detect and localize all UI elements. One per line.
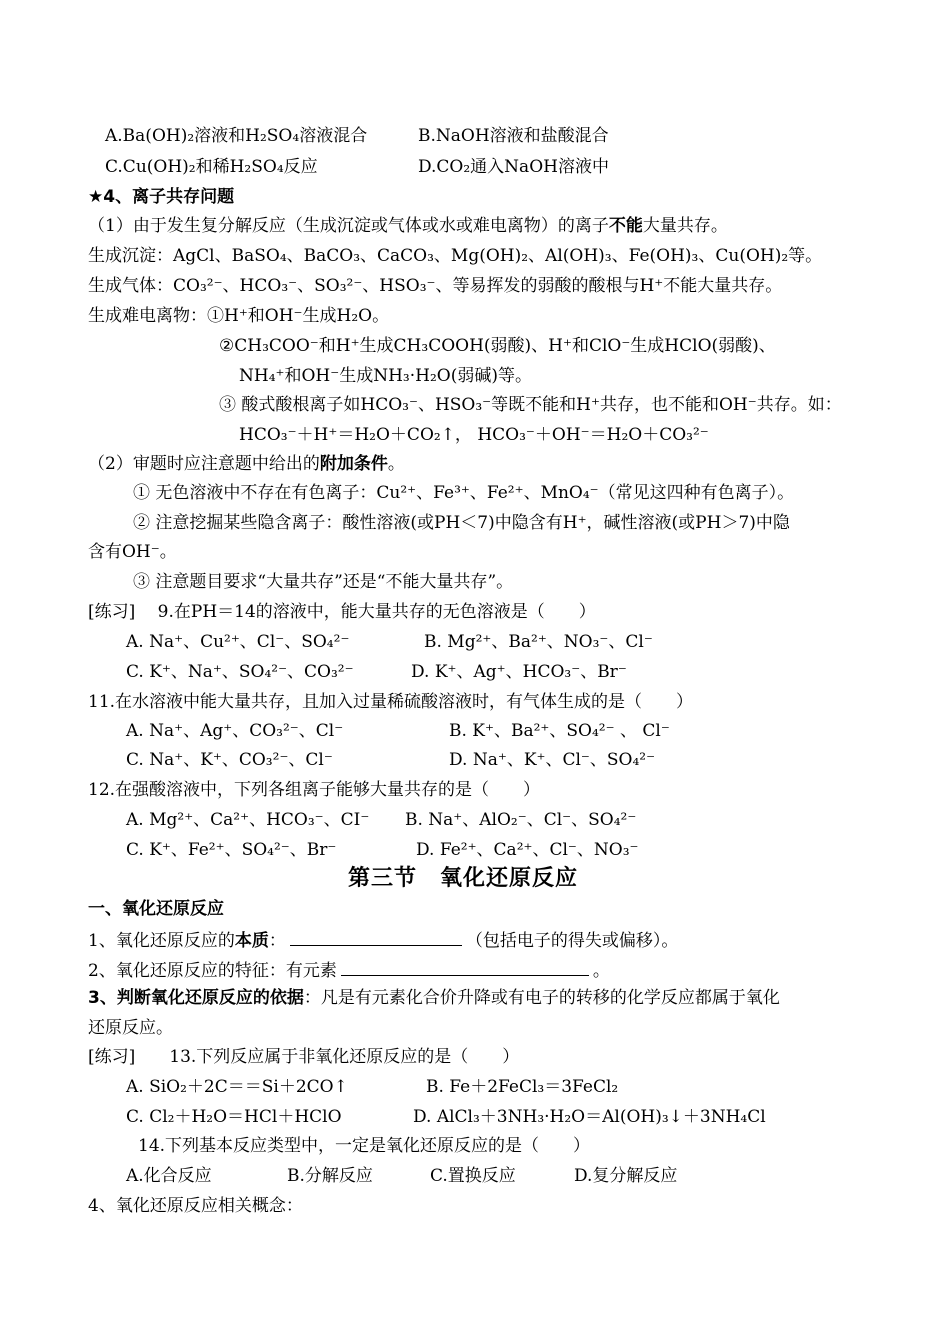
text-line: ② 注意挖掘某些隐含离子：酸性溶液(或PH＜7)中隐含有H⁺，碱性溶液(或PH＞7)中隐 xyxy=(133,513,790,533)
emphasis-text: 不能 xyxy=(608,216,643,236)
text-line: ① 无色溶液中不存在有色离子：Cu²⁺、Fe³⁺、Fe²⁺、MnO₄⁻（常见这四种有色离子）。 xyxy=(133,483,795,503)
option-b: B.分解反应 xyxy=(287,1166,373,1186)
text-segment: （1）由于发生复分解反应（生成沉淀或气体或水或难电离物）的离子 xyxy=(88,216,609,236)
option-b: B. Fe＋2FeCl₃＝3FeCl₂ xyxy=(426,1077,619,1097)
option-c: C. Cl₂＋H₂O＝HCl＋HClO xyxy=(126,1107,342,1127)
exercise-question: 12.在强酸溶液中，下列各组离子能够大量共存的是（ ） xyxy=(88,780,541,800)
emphasis-text: 本质 xyxy=(234,931,269,951)
option-a: A. Na⁺、Cu²⁺、Cl⁻、SO₄²⁻ xyxy=(126,632,350,652)
option-c: C.置换反应 xyxy=(430,1166,516,1186)
answer-blank xyxy=(290,927,462,946)
equation-line: HCO₃⁻＋H⁺＝H₂O＋CO₂↑， HCO₃⁻＋OH⁻＝H₂O＋CO₃²⁻ xyxy=(239,425,709,445)
option-c: C. K⁺、Na⁺、SO₄²⁻、CO₃²⁻ xyxy=(126,662,354,682)
exercise-question: [练习] 13.下列反应属于非氧化还原反应的是（ ） xyxy=(88,1047,520,1067)
text-line: ③ 酸式酸根离子如HCO₃⁻、HSO₃⁻等既不能和H⁺共存，也不能和OH⁻共存。如： xyxy=(219,395,842,415)
option-d: D. Na⁺、K⁺、Cl⁻、SO₄²⁻ xyxy=(449,750,656,770)
option-b: B. K⁺、Ba²⁺、SO₄²⁻ 、 Cl⁻ xyxy=(449,721,670,741)
text-line: 生成难电离物：①H⁺和OH⁻生成H₂O。 xyxy=(88,306,390,326)
emphasis-text: 附加条件 xyxy=(319,454,388,474)
option-a: A. Na⁺、Ag⁺、CO₃²⁻、Cl⁻ xyxy=(126,721,344,741)
option-d: D. AlCl₃＋3NH₃·H₂O＝Al(OH)₃↓＋3NH₄Cl xyxy=(413,1107,766,1127)
exercise-question: 11.在水溶液中能大量共存，且加入过量稀硫酸溶液时，有气体生成的是（ ） xyxy=(88,692,694,712)
option-c: C.Cu(OH)₂和稀H₂SO₄反应 xyxy=(105,157,318,177)
option-b: B.NaOH溶液和盐酸混合 xyxy=(418,126,609,146)
text-segment: 1、氧化还原反应的 xyxy=(88,931,235,951)
text-segment: 大量共存。 xyxy=(642,216,728,236)
option-c: C. Na⁺、K⁺、CO₃²⁻、Cl⁻ xyxy=(126,750,333,770)
option-a: A.化合反应 xyxy=(126,1166,212,1186)
answer-blank xyxy=(341,957,589,976)
text-segment: 。 xyxy=(387,454,405,474)
option-b: B. Mg²⁺、Ba²⁺、NO₃⁻、Cl⁻ xyxy=(424,632,653,652)
section-title: 第三节 氧化还原反应 xyxy=(348,866,579,891)
text-segment: ： xyxy=(268,931,286,951)
text-line xyxy=(88,214,728,238)
emphasis-text: 3、判断氧化还原反应的依据 xyxy=(88,988,304,1008)
option-c: C. K⁺、Fe²⁺、SO₄²⁻、Br⁻ xyxy=(126,840,337,860)
option-d: D.复分解反应 xyxy=(574,1166,678,1186)
text-line xyxy=(88,927,678,953)
text-line: 生成沉淀：AgCl、BaSO₄、BaCO₃、CaCO₃、Mg(OH)₂、Al(OH)₃、Fe(OH)₃、Cu(OH)₂等。 xyxy=(88,246,823,266)
option-a: A. Mg²⁺、Ca²⁺、HCO₃⁻、CI⁻ xyxy=(126,810,370,830)
text-segment: （2）审题时应注意题中给出的 xyxy=(88,454,320,474)
option-d: D. K⁺、Ag⁺、HCO₃⁻、Br⁻ xyxy=(411,662,627,682)
text-line xyxy=(88,957,610,983)
text-line: NH₄⁺和OH⁻生成NH₃·H₂O(弱碱)等。 xyxy=(239,366,532,386)
text-line: ②CH₃COO⁻和H⁺生成CH₃COOH(弱酸)、H⁺和ClO⁻生成HClO(弱酸)、 xyxy=(219,336,776,356)
subsection-heading: 一、氧化还原反应 xyxy=(88,899,224,919)
text-line: 含有OH⁻。 xyxy=(88,542,177,562)
text-line: 生成气体：CO₃²⁻、HCO₃⁻、SO₃²⁻、HSO₃⁻、等易挥发的弱酸的酸根与H⁺不能大量共存。 xyxy=(88,276,783,296)
text-line xyxy=(88,452,405,476)
exercise-question: 14.下列基本反应类型中，一定是氧化还原反应的是（ ） xyxy=(138,1136,591,1156)
text-segment: ：凡是有元素化合价升降或有电子的转移的化学反应都属于氧化 xyxy=(303,988,780,1008)
option-d: D.CO₂通入NaOH溶液中 xyxy=(418,157,609,177)
text-line: 还原反应。 xyxy=(88,1018,173,1038)
text-segment: （包括电子的得失或偏移）。 xyxy=(465,931,679,951)
option-b: B. Na⁺、AlO₂⁻、Cl⁻、SO₄²⁻ xyxy=(405,810,637,830)
option-d: D. Fe²⁺、Ca²⁺、Cl⁻、NO₃⁻ xyxy=(416,840,639,860)
text-line xyxy=(88,986,780,1010)
text-line: ③ 注意题目要求“大量共存”还是“不能大量共存”。 xyxy=(133,572,514,592)
exercise-question: [练习] 9.在PH＝14的溶液中，能大量共存的无色溶液是（ ） xyxy=(88,602,596,622)
text-segment: 。 xyxy=(592,961,610,981)
option-a: A.Ba(OH)₂溶液和H₂SO₄溶液混合 xyxy=(105,126,368,146)
option-a: A. SiO₂＋2C＝＝Si＋2CO↑ xyxy=(126,1077,348,1097)
text-segment: 2、氧化还原反应的特征：有元素 xyxy=(88,961,337,981)
section-heading: ★4、离子共存问题 xyxy=(88,187,235,207)
text-line: 4、氧化还原反应相关概念： xyxy=(88,1196,303,1216)
